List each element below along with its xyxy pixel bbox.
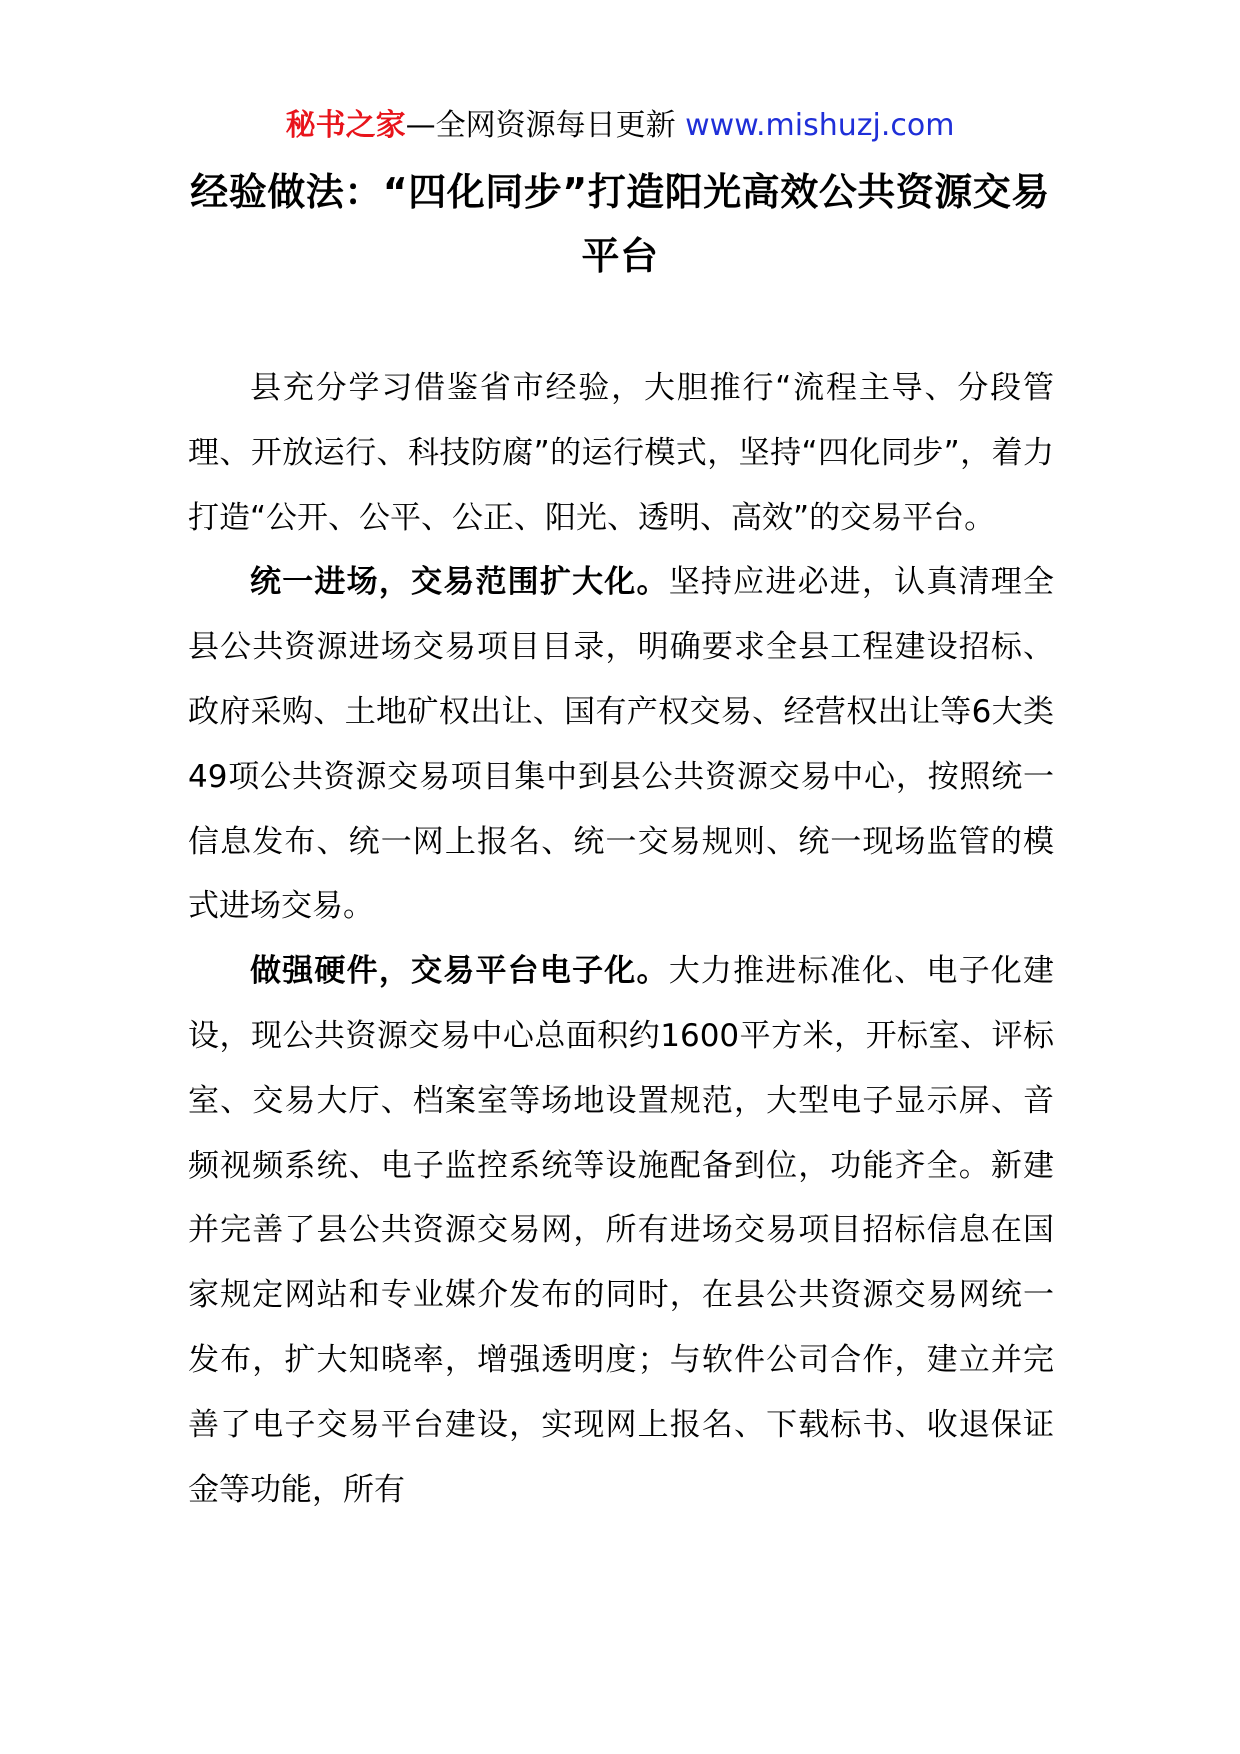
header-tagline: —全网资源每日更新 [405, 108, 686, 143]
paragraph-text: 大力推进标准化、电子化建设，现公共资源交易中心总面积约1600平方米，开标室、评标室、交易大厅、档案室等场地设置规范，大型电子显示屏、音频视频系统、电子监控系统等设施配备到位，功能齐全。新建并完善了县公共资源交易网，所有进场交易项目招标信息在国家规定网站和专业媒介发布的同时，在县公共资源交易网统一发布，扩大知晓率，增强透明度；与软件公司合作，建立并完善了电子交易平台建设，实现网上报名、下载标书、收退保证金等功能，所有 [188, 953, 1055, 1508]
watermark-header [0, 104, 1240, 148]
brand-name: 秘书之家 [285, 108, 406, 143]
paragraph-unified-entry [188, 550, 1054, 939]
paragraph-intro [188, 356, 1054, 550]
paragraph-hardware [188, 939, 1054, 1522]
paragraph-lead: 做强硬件，交易平台电子化。 [250, 953, 669, 990]
site-url: www.mishuzj.com [685, 108, 955, 143]
paragraph-text: 县充分学习借鉴省市经验，大胆推行“流程主导、分段管理、开放运行、科技防腐”的运行模式，坚持“四化同步”，着力打造“公开、公平、公正、阳光、透明、高效”的交易平台。 [188, 370, 1054, 536]
paragraph-text: 坚持应进必进，认真清理全县公共资源进场交易项目目录，明确要求全县工程建设招标、政府采购、土地矿权出让、国有产权交易、经营权出让等6大类49项公共资源交易项目集中到县公共资源交易中心，按照统一信息发布、统一网上报名、统一交易规则、统一现场监管的模式进场交易。 [188, 564, 1055, 925]
paragraph-lead: 统一进场，交易范围扩大化。 [250, 564, 669, 601]
document-body [188, 356, 1054, 1522]
document-title: 经验做法：“四化同步”打造阳光高效公共资源交易平台 [190, 170, 1050, 278]
